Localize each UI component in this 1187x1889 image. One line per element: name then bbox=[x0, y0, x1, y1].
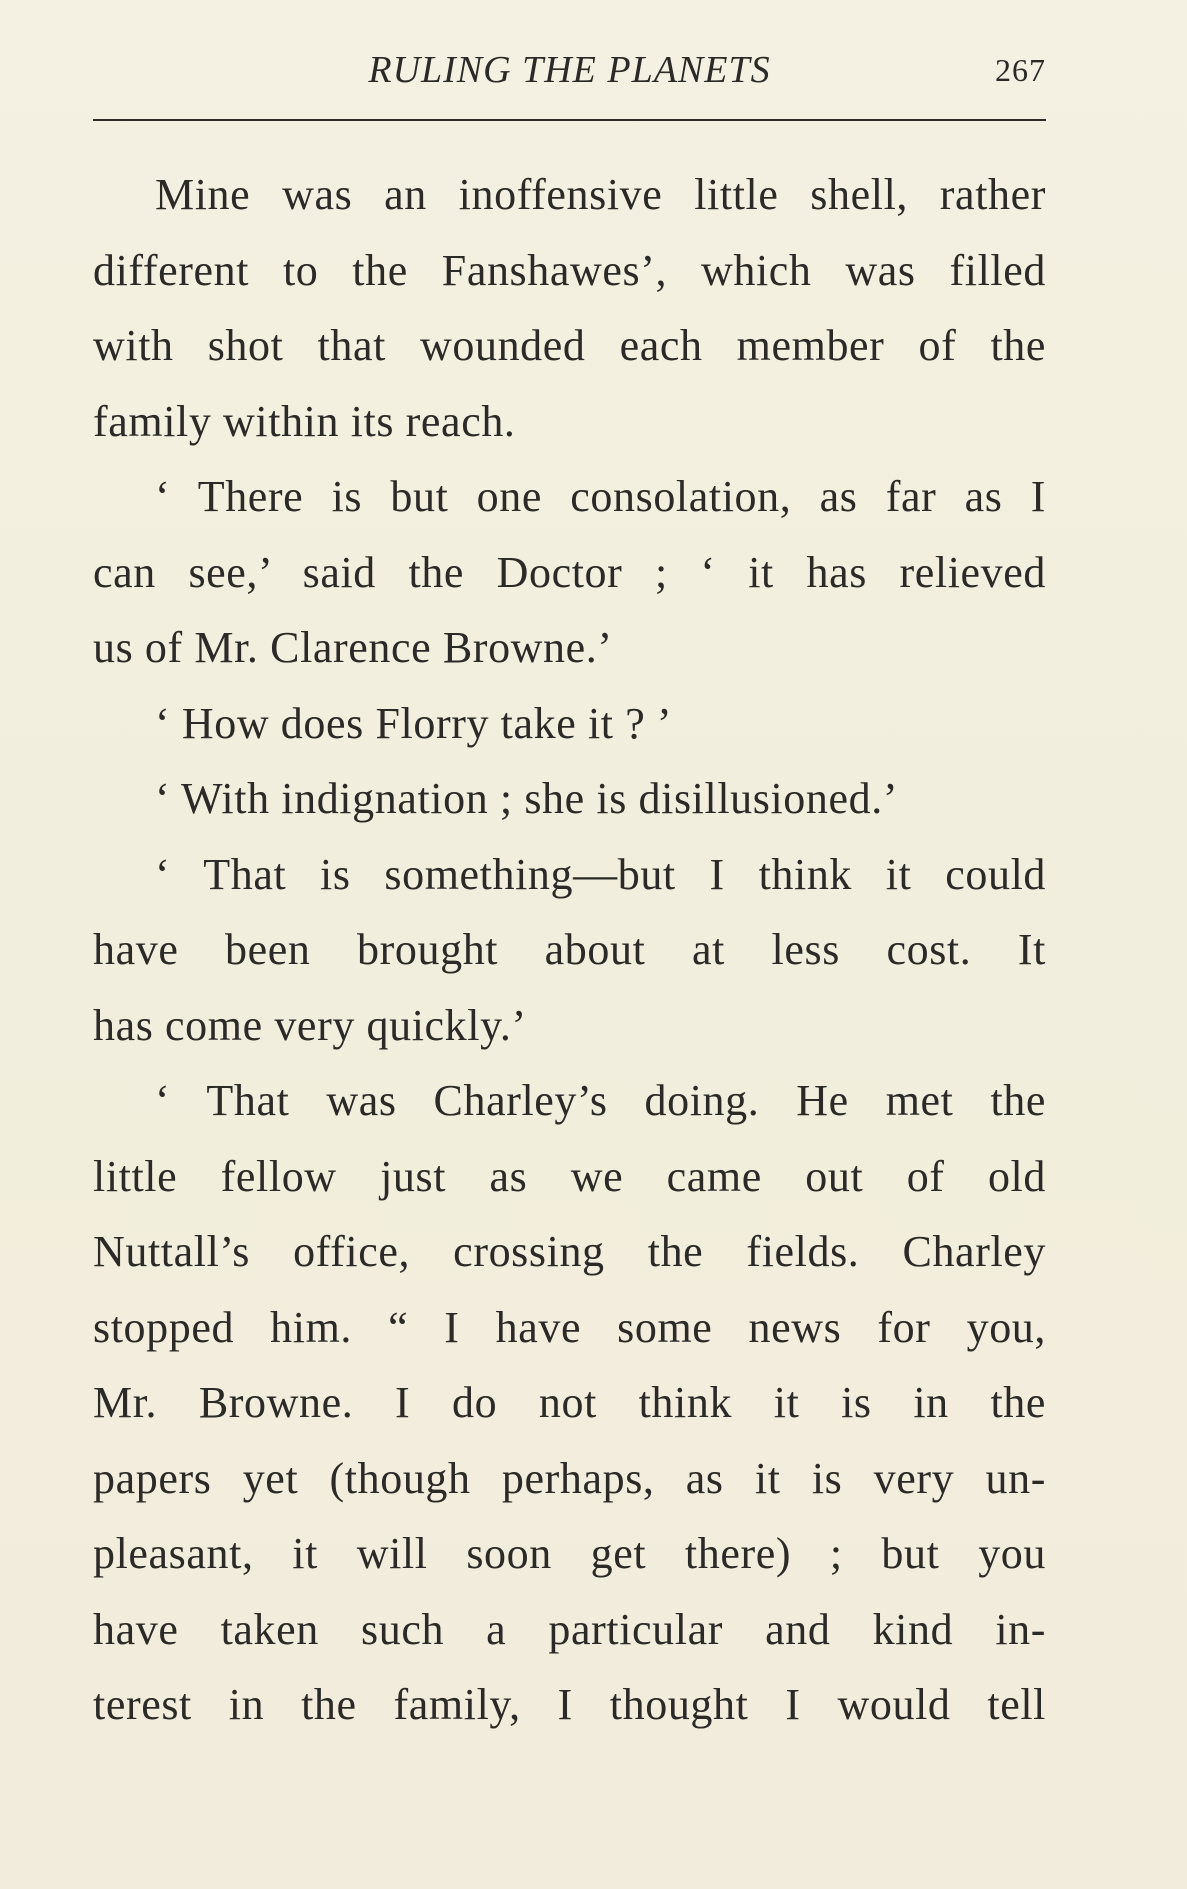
text-line: ‘ That is something—but I think it could bbox=[155, 849, 1046, 899]
text-line: stopped him. “ I have some news for you, bbox=[93, 1302, 1046, 1352]
text-line: family within its reach. bbox=[93, 396, 516, 446]
header-rule bbox=[93, 119, 1046, 121]
text-line: have been brought about at less cost. It bbox=[93, 925, 1046, 974]
text-line: ‘ That was Charley’s doing. He met the bbox=[155, 1076, 1046, 1125]
page-number: 267 bbox=[995, 52, 1046, 88]
text-line: ‘ How does Florry take it ? ’ bbox=[155, 698, 673, 748]
text-line: little fellow just as we came out of old bbox=[93, 1151, 1046, 1201]
text-line: can see,’ said the Doctor ; ‘ it has relieved bbox=[93, 547, 1046, 597]
running-title: RULING THE PLANETS bbox=[368, 49, 771, 91]
text-line: has come very quickly.’ bbox=[93, 1000, 527, 1050]
text-line: pleasant, it will soon get there) ; but you bbox=[93, 1529, 1046, 1578]
text-line: ‘ With indignation ; she is disillusioned.’ bbox=[155, 774, 899, 823]
text-line: ‘ There is but one consolation, as far as I bbox=[155, 472, 1046, 521]
text-line: papers yet (though perhaps, as it is very un- bbox=[93, 1453, 1046, 1503]
text-line: have taken such a particular and kind in- bbox=[93, 1604, 1046, 1654]
body-text bbox=[93, 157, 1046, 1743]
text-line: us of Mr. Clarence Browne.’ bbox=[93, 623, 613, 672]
text-line: Mr. Browne. I do not think it is in the bbox=[93, 1378, 1046, 1427]
text-line: terest in the family, I thought I would tell bbox=[93, 1680, 1046, 1729]
text-line: different to the Fanshawes’, which was filled bbox=[93, 245, 1046, 295]
text-line: Mine was an inoffensive little shell, rather bbox=[155, 170, 1046, 219]
text-line: Nuttall’s office, crossing the fields. Charley bbox=[93, 1227, 1046, 1276]
running-head bbox=[93, 48, 1046, 98]
text-line: with shot that wounded each member of the bbox=[93, 321, 1046, 370]
